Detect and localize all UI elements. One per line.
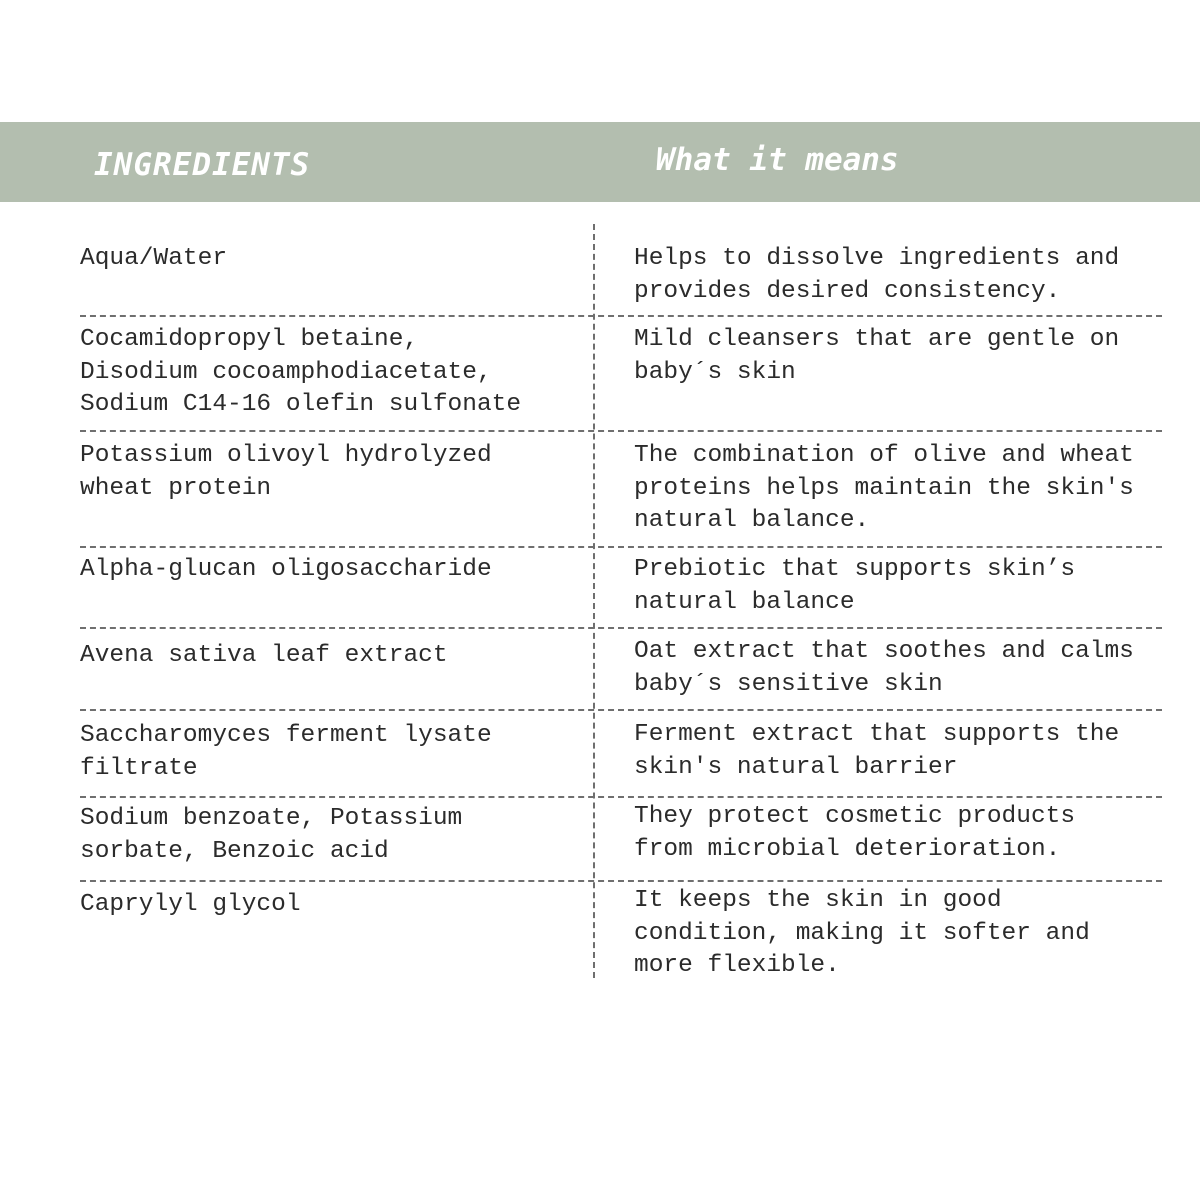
ingredient-cell: Cocamidopropyl betaine, Disodium cocoamphodiacetate, Sodium C14-16 olefin sulfonate [80,326,522,418]
row-divider [80,546,1162,548]
column-divider [593,224,595,978]
meaning-cell: Mild cleansers that are gentle on baby´s skin [634,326,1120,386]
ingredient-cell: Saccharomyces ferment lysate filtrate [80,722,492,782]
meaning-cell: Prebiotic that supports skin’s natural balance [634,556,1076,616]
what-it-means-header: What it means [656,142,899,178]
ingredient-cell: Potassium olivoyl hydrolyzed wheat protein [80,442,492,502]
ingredient-cell: Aqua/Water [80,245,228,272]
ingredient-cell: Alpha-glucan oligosaccharide [80,556,492,583]
ingredients-header: INGREDIENTS [94,147,311,183]
row-divider [80,430,1162,432]
row-divider [80,796,1162,798]
meaning-cell: Ferment extract that supports the skin's natural barrier [634,721,1120,781]
ingredient-cell: Sodium benzoate, Potassium sorbate, Benzoic acid [80,805,463,865]
meaning-cell: Oat extract that soothes and calms baby´s sensitive skin [634,638,1134,698]
row-divider [80,880,1162,882]
row-divider [80,627,1162,629]
row-divider [80,315,1162,317]
ingredient-cell: Avena sativa leaf extract [80,642,448,669]
row-divider [80,709,1162,711]
meaning-cell: Helps to dissolve ingredients and provides desired consistency. [634,245,1120,305]
ingredient-cell: Caprylyl glycol [80,891,301,918]
meaning-cell: It keeps the skin in good condition, making it softer and more flexible. [634,887,1090,979]
meaning-cell: The combination of olive and wheat proteins helps maintain the skin's natural balance. [634,442,1134,534]
meaning-cell: They protect cosmetic products from microbial deterioration. [634,803,1076,863]
